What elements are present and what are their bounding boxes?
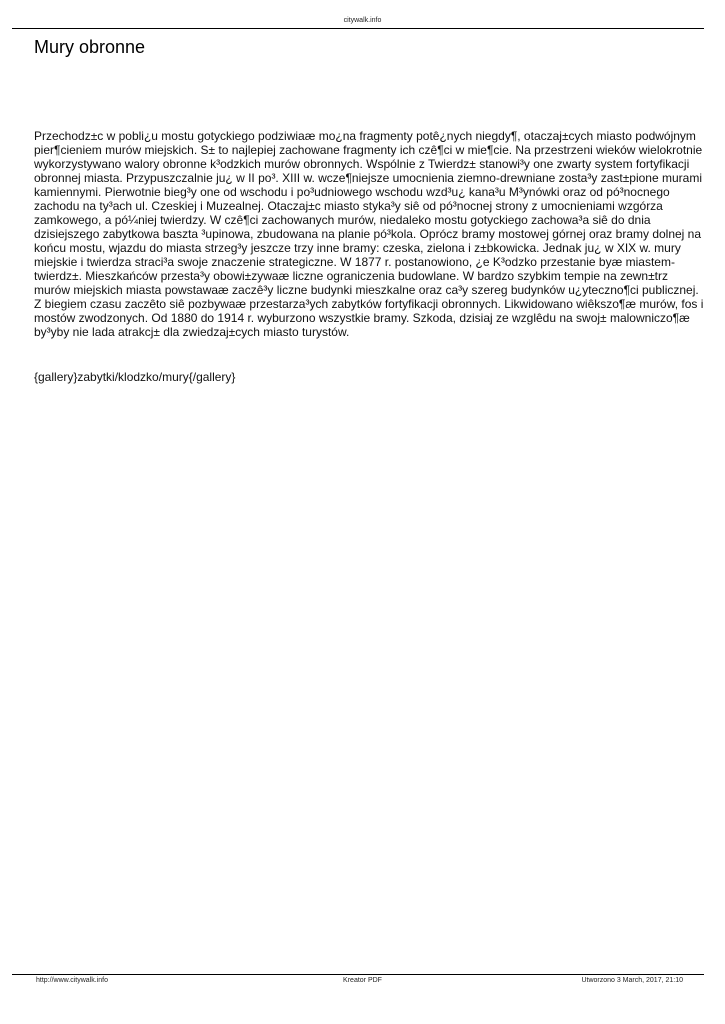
- footer-created-date: Utworzono 3 March, 2017, 21:10: [581, 977, 683, 984]
- footer-divider: [12, 974, 704, 975]
- article-body: Przechodz±c w pobli¿u mostu gotyckiego podziwiaæ mo¿na fragmenty potê¿nych niegdy¶, otaczaj±cych miasto podwójnym pier¶cieniem murów miejskich. S± to najlepiej zachowane fragmenty ich czê¶ci w mie¶cie. Na przestrzeni wieków wielokrotnie wykorzystywano walory obronne k³odzkich murów obronnych. Wspólnie z Twierdz± stanowi³y one zwarty system fortyfikacji obronnej miasta. Przypuszczalnie ju¿ w II po³. XIII w. wcze¶niejsze umocnienia ziemno-drewniane zosta³y zast±pione murami kamiennymi. Pierwotnie bieg³y one od wschodu i po³udniowego wschodu wzd³u¿ kana³u M³ynówki oraz od pó³nocnego zachodu na ty³ach ul. Czeskiej i Muzealnej. Otaczaj±c miasto styka³y siê od pó³nocnej strony z umocnieniami wzgórza zamkowego, a pó¼niej twierdzy. W czê¶ci zachowanych murów, niedaleko mostu gotyckiego zachowa³a siê do dnia dzisiejszego zabytkowa baszta ³upinowa, zbudowana na planie pó³kola. Oprócz bramy mostowej górnej oraz bramy dolnej na końcu mostu, wjazdu do miasta strzeg³y jeszcze trzy inne bramy: czeska, zielona i z±bkowicka. Jednak ju¿ w XIX w. mury miejskie i twierdza straci³a swoje znaczenie strategiczne. W 1877 r. postanowiono, ¿e K³odzko przestanie byæ miastem-twierdz±. Mieszkańców przesta³y obowi±zywaæ liczne ograniczenia budowlane. W bardzo szybkim tempie na zewn±trz murów miejskich miasta powstawaæ zaczê³y liczne budynki mieszkalne oraz ca³y szereg budynków u¿yteczno¶ci publicznej. Z biegiem czasu zaczêto siê pozbywaæ przestarza³ych zabytków fortyfikacji obronnych. Likwidowano wiêkszo¶æ murów, fos i mostów zwodzonych. Od 1880 do 1914 r. wyburzono wszystkie bramy. Szkoda, dzisiaj ze wzglêdu na swoj± malowniczo¶æ by³yby nie lada atrakcj± dla zwiedzaj±cych miasto turystów.: [34, 129, 704, 339]
- footer-generator: Kreator PDF: [343, 977, 382, 984]
- footer-url: http://www.citywalk.info: [36, 977, 108, 984]
- page-title: Mury obronne: [34, 37, 146, 57]
- header-divider: [12, 28, 704, 29]
- page-footer: [0, 976, 725, 986]
- site-header: citywalk.info: [343, 17, 382, 24]
- gallery-placeholder: {gallery}zabytki/klodzko/mury{/gallery}: [34, 370, 236, 384]
